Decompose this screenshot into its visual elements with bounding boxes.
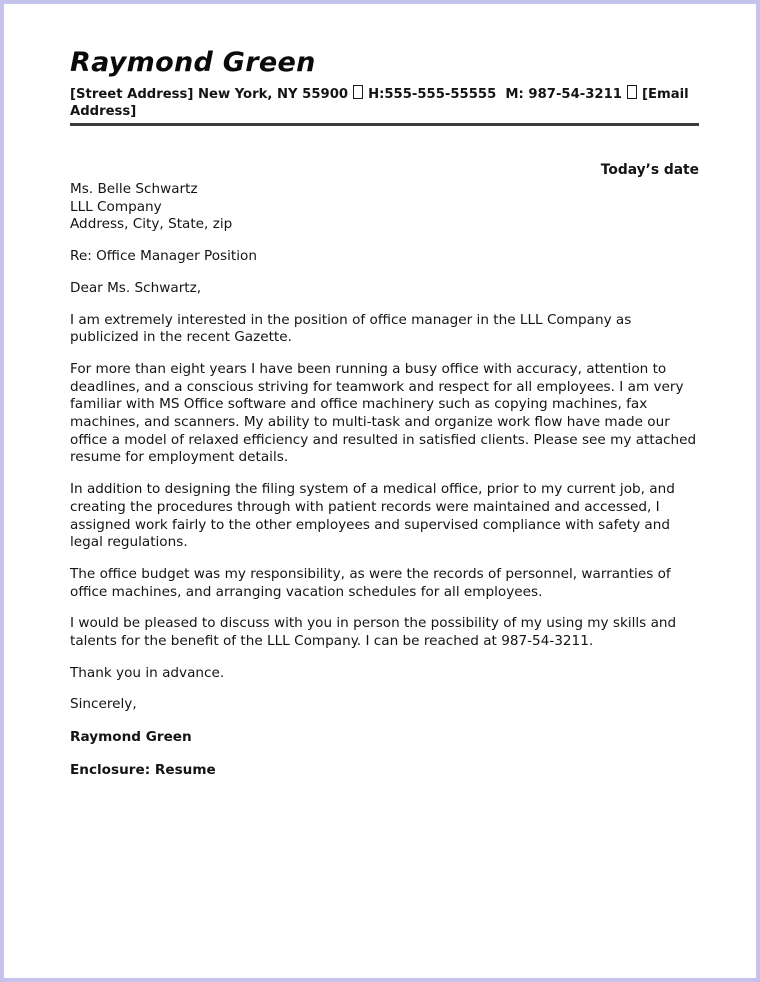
paragraph-budget: The office budget was my responsibility, as were the records of personnel, warranties of office machines, and arranging vacation schedules for all employees. [70,565,671,600]
paragraph-thanks: Thank you in advance. [70,664,225,681]
signature-block [70,696,699,779]
letterhead [70,48,699,126]
letter-body [70,162,699,780]
paragraph-intro: I am extremely interested in the position of office manager in the LLL Company as publicized in the recent Gazette. [70,311,632,346]
sender-name: Raymond Green [70,47,316,78]
paragraph-filing-system: In addition to designing the filing system of a medical office, prior to my current job, and creating the procedures through with patient records were maintained and accessed, I assigned work fairly to the other employees and supervised compliance with safety and legal regulations. [70,481,675,551]
street-address: [Street Address] New York, NY 55900 [70,87,349,102]
contact-line [70,85,699,120]
enclosure-line: Enclosure: Resume [70,761,216,778]
missing-glyph-box-icon [353,85,363,99]
date-line: Today’s date [600,162,699,178]
letter-sheet [4,4,756,780]
signature-name: Raymond Green [70,729,192,746]
subject-line: Re: Office Manager Position [70,248,257,265]
phone-numbers: H:555-555-55555 M: 987-54-3211 [368,87,622,102]
email-placeholder: [Email Address] [70,87,694,119]
paragraph-contact-request: I would be pleased to discuss with you in person the possibility of my using my skills and talents for the benefit of the LLL Company. I can be reached at 987-54-3211. [70,615,677,650]
missing-glyph-box-icon [627,85,637,99]
header-divider [70,123,699,126]
recipient-company: LLL Company [70,198,162,215]
paragraph-experience: For more than eight years I have been running a busy office with accuracy, attention to deadlines, and a conscious striving for teamwork and respect for all employees. I am very familiar with MS Office software and office machinery such as copying machines, fax machines, and scanners. My ability to multi-task and organize work flow have made our office a model of relaxed efficiency and resulted in satisfied clients. Please see my attached resume for employment details. [70,360,697,466]
recipient-address: Address, City, State, zip [70,216,233,233]
recipient-block [70,181,699,234]
closing: Sincerely, [70,696,137,713]
recipient-name: Ms. Belle Schwartz [70,181,198,197]
salutation: Dear Ms. Schwartz, [70,279,202,296]
